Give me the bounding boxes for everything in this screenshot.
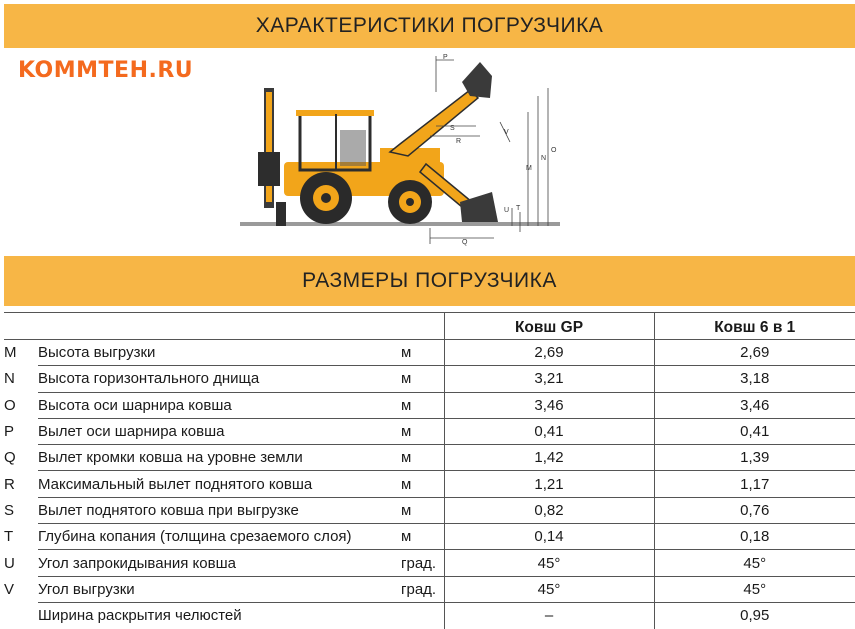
row-value-six-in-one: 0,41: [654, 418, 855, 444]
column-header-gp: Ковш GP: [444, 313, 654, 340]
row-value-gp: 0,14: [444, 524, 654, 550]
row-code: T: [4, 528, 14, 546]
row-unit: град.: [401, 550, 444, 576]
label-r: R: [456, 138, 462, 145]
label-t: T: [516, 205, 521, 212]
label-v: V: [504, 129, 509, 136]
table-row: [4, 471, 855, 497]
table-header-row: [4, 313, 855, 340]
row-value-six-in-one: 1,39: [654, 445, 855, 471]
specs-table: [4, 312, 855, 629]
table-row: [4, 418, 855, 444]
row-code: S: [4, 501, 15, 519]
row-unit: град.: [401, 576, 444, 602]
label-n: N: [541, 155, 547, 162]
table-row: [4, 445, 855, 471]
row-value-gp: 45°: [444, 576, 654, 602]
row-code: N: [4, 370, 15, 388]
column-header-six-in-one: Ковш 6 в 1: [654, 313, 855, 340]
row-unit: м: [401, 497, 444, 523]
row-value-six-in-one: 45°: [654, 550, 855, 576]
table-row: [4, 497, 855, 523]
row-value-gp: 0,41: [444, 418, 654, 444]
row-unit: м: [401, 524, 444, 550]
row-unit: м: [401, 471, 444, 497]
row-code: [4, 602, 38, 628]
row-value-six-in-one: 45°: [654, 576, 855, 602]
header-blank: [4, 313, 444, 340]
row-unit: [401, 602, 444, 628]
row-unit: м: [401, 418, 444, 444]
row-value-gp: –: [444, 602, 654, 628]
row-name: Вылет оси шарнира ковша: [38, 418, 401, 444]
row-value-gp: 3,21: [444, 366, 654, 392]
row-value-gp: 1,21: [444, 471, 654, 497]
site-logo: KOMMTEH.RU: [18, 58, 194, 83]
label-u: U: [504, 207, 510, 214]
row-name: Высота выгрузки: [38, 340, 401, 366]
row-code: P: [4, 423, 15, 441]
row-name: Высота оси шарнира ковша: [38, 392, 401, 418]
row-code: V: [4, 580, 15, 598]
row-value-gp: 45°: [444, 550, 654, 576]
table-row: [4, 524, 855, 550]
section-band: [4, 256, 855, 306]
table-row: [4, 392, 855, 418]
row-unit: м: [401, 445, 444, 471]
label-o: O: [551, 147, 557, 154]
row-name: Высота горизонтального днища: [38, 366, 401, 392]
backhoe-bucket: [258, 152, 280, 186]
row-value-six-in-one: 0,95: [654, 602, 855, 628]
row-value-six-in-one: 3,46: [654, 392, 855, 418]
row-name: Вылет кромки ковша на уровне земли: [38, 445, 401, 471]
table-row: [4, 576, 855, 602]
row-unit: м: [401, 340, 444, 366]
row-value-gp: 3,46: [444, 392, 654, 418]
row-code: M: [4, 344, 17, 362]
row-code: R: [4, 475, 15, 493]
row-name: Глубина копания (толщина срезаемого слоя): [38, 524, 401, 550]
row-value-six-in-one: 0,18: [654, 524, 855, 550]
row-value-gp: 2,69: [444, 340, 654, 366]
header-band: [4, 4, 855, 48]
row-code: Q: [4, 449, 16, 467]
row-name: Ширина раскрытия челюстей: [38, 607, 242, 625]
row-name: Угол выгрузки: [38, 576, 401, 602]
stabilizer-leg: [276, 202, 286, 226]
row-code: U: [4, 554, 15, 572]
row-unit: м: [401, 392, 444, 418]
table-row: [4, 366, 855, 392]
row-value-six-in-one: 3,18: [654, 366, 855, 392]
label-m: M: [526, 165, 532, 172]
label-p: P: [443, 54, 448, 61]
row-code: O: [4, 396, 16, 414]
loader-dimension-diagram: [240, 52, 570, 250]
label-s: S: [450, 125, 455, 132]
row-name: Угол запрокидывания ковша: [38, 550, 401, 576]
table-row: [4, 340, 855, 366]
row-value-six-in-one: 1,17: [654, 471, 855, 497]
row-value-six-in-one: 0,76: [654, 497, 855, 523]
row-value-gp: 1,42: [444, 445, 654, 471]
page-title: ХАРАКТЕРИСТИКИ ПОГРУЗЧИКА: [255, 14, 604, 37]
row-value-gp: 0,82: [444, 497, 654, 523]
row-value-six-in-one: 2,69: [654, 340, 855, 366]
row-unit: м: [401, 366, 444, 392]
row-name: Вылет поднятого ковша при выгрузке: [38, 497, 401, 523]
table-row: [4, 602, 855, 628]
table-row: [4, 550, 855, 576]
section-title: РАЗМЕРЫ ПОГРУЗЧИКА: [302, 269, 557, 292]
label-q: Q: [462, 239, 468, 246]
loader-arm-raised: [390, 90, 478, 156]
row-name: Максимальный вылет поднятого ковша: [38, 471, 401, 497]
